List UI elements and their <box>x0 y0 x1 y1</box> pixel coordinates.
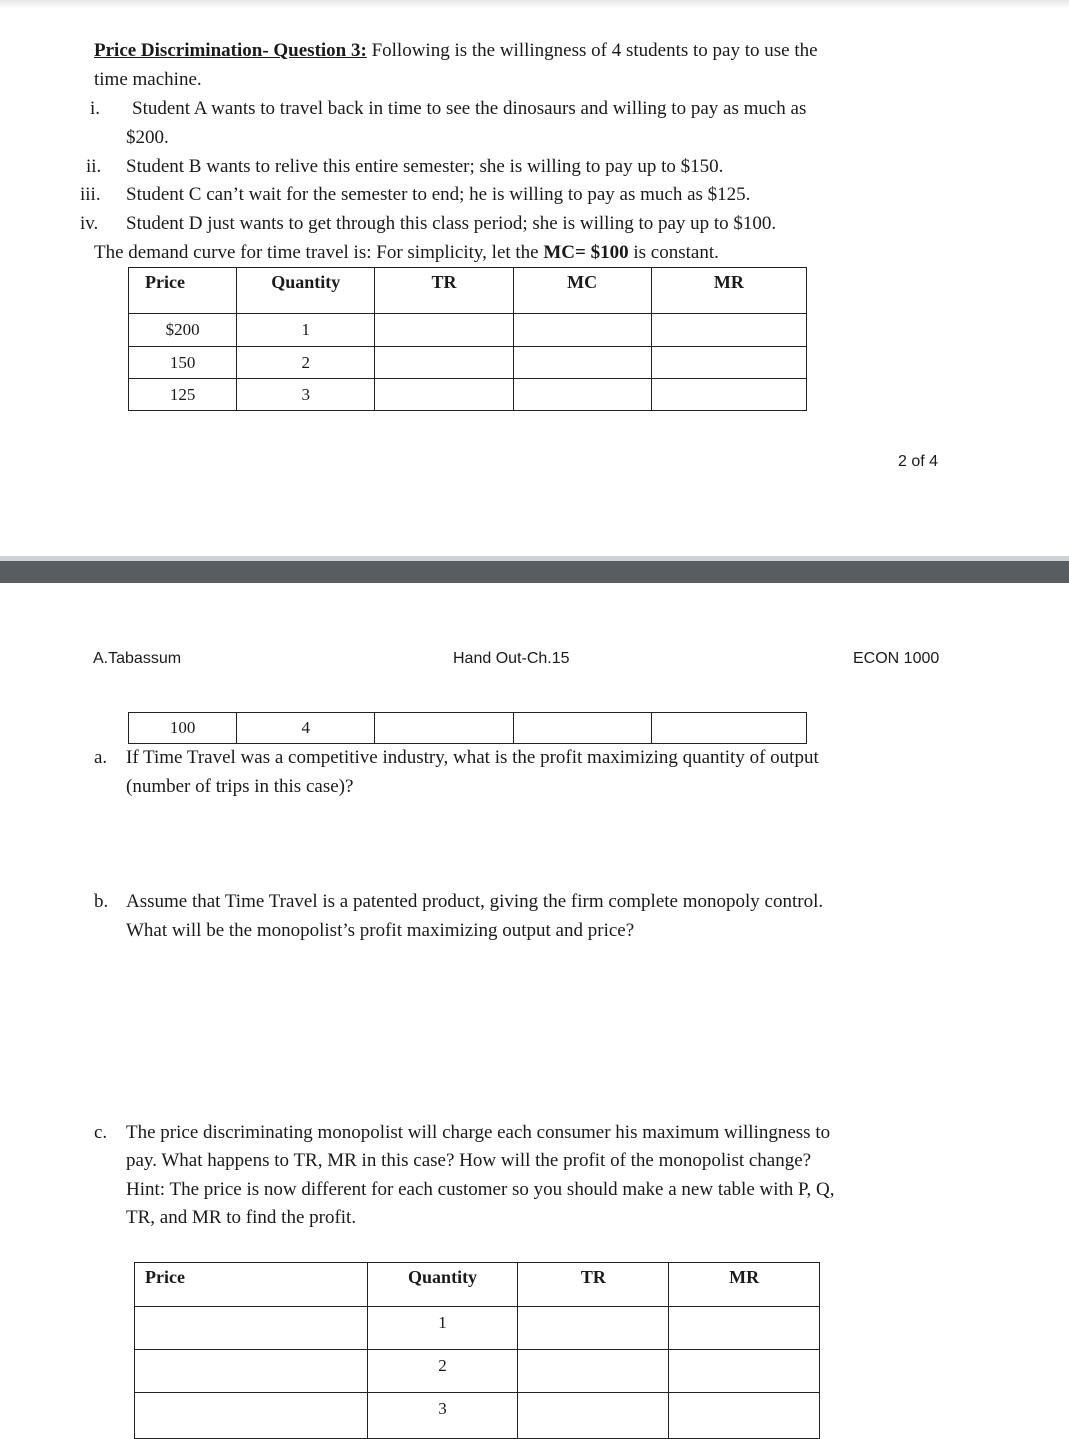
page-break-bar <box>0 561 1069 583</box>
part-a-label: a. <box>94 747 108 768</box>
cell[interactable] <box>669 1307 820 1350</box>
part-c-line3: Hint: The price is now different for each customer so you should make a new table with P, Q, <box>126 1179 835 1200</box>
item-num-1: i. <box>90 98 101 119</box>
header-author: A.Tabassum <box>93 650 182 667</box>
demand-line <box>94 240 719 266</box>
cell[interactable] <box>651 379 806 411</box>
cell[interactable] <box>651 314 806 347</box>
cell[interactable] <box>375 379 513 411</box>
cell[interactable] <box>513 314 651 347</box>
cell[interactable] <box>669 1393 820 1439</box>
top-shade <box>0 0 1069 8</box>
part-a-line1: If Time Travel was a competitive industry, what is the profit maximizing quantity of output <box>126 747 819 768</box>
cell[interactable] <box>135 1307 368 1350</box>
cell[interactable] <box>651 347 806 379</box>
table-row <box>129 713 807 744</box>
part-c-line4: TR, and MR to find the profit. <box>126 1207 357 1228</box>
demand-mc: MC= $100 <box>543 242 629 263</box>
discrimination-table <box>134 1262 820 1439</box>
col-mr: MR <box>669 1263 820 1307</box>
item-text-4: Student D just wants to get through this class period; she is willing to pay up to $100. <box>126 213 777 234</box>
cell: 150 <box>129 347 237 379</box>
part-c-label: c. <box>94 1122 108 1143</box>
cell[interactable] <box>518 1307 669 1350</box>
demand-table <box>128 267 807 411</box>
cell: 1 <box>367 1307 518 1350</box>
table-row <box>129 347 807 379</box>
header-title: Hand Out-Ch.15 <box>453 650 570 667</box>
cell[interactable] <box>518 1393 669 1439</box>
cell: 3 <box>237 379 375 411</box>
item-text-3: Student C can’t wait for the semester to end; he is willing to pay as much as $125. <box>126 184 751 205</box>
item-num-2: ii. <box>86 156 102 177</box>
cell[interactable] <box>651 713 806 744</box>
cell[interactable] <box>375 713 513 744</box>
part-c-line2: pay. What happens to TR, MR in this case? How will the profit of the monopolist change? <box>126 1150 812 1171</box>
table-header-row <box>129 268 807 314</box>
cell: 2 <box>367 1350 518 1393</box>
cell[interactable] <box>518 1350 669 1393</box>
header-course: ECON 1000 <box>853 650 940 667</box>
cell: 1 <box>237 314 375 347</box>
cell: 4 <box>237 713 375 744</box>
cell[interactable] <box>669 1350 820 1393</box>
cell[interactable] <box>513 713 651 744</box>
cell: 100 <box>129 713 237 744</box>
cell: 3 <box>367 1393 518 1439</box>
intro-text: Following is the willingness of 4 students to pay to use the <box>366 40 818 61</box>
item-num-4: iv. <box>80 213 99 234</box>
item-text-2: Student B wants to relive this entire semester; she is willing to pay up to $150. <box>126 156 724 177</box>
cell: $200 <box>129 314 237 347</box>
cell[interactable] <box>135 1350 368 1393</box>
col-quantity: Quantity <box>367 1263 518 1307</box>
item-num-3: iii. <box>80 184 101 205</box>
col-tr: TR <box>518 1263 669 1307</box>
demand-post: is constant. <box>628 242 719 263</box>
table-header-row <box>135 1263 820 1307</box>
cell[interactable] <box>375 314 513 347</box>
part-c-line1: The price discriminating monopolist will charge each consumer his maximum willingness to <box>126 1122 831 1143</box>
question-title: Price Discrimination- Question 3: <box>94 40 367 61</box>
item-text-1: Student A wants to travel back in time to see the dinosaurs and willing to pay as much as <box>132 98 807 119</box>
table-row <box>135 1307 820 1350</box>
col-tr: TR <box>375 268 513 314</box>
demand-table-continued <box>128 712 807 744</box>
table-row <box>135 1393 820 1439</box>
page-number: 2 of 4 <box>898 453 939 470</box>
part-b-line2: What will be the monopolist’s profit maximizing output and price? <box>126 920 635 941</box>
part-a-line2: (number of trips in this case)? <box>126 776 354 797</box>
table-row <box>135 1350 820 1393</box>
table-row <box>129 379 807 411</box>
intro-line-2: time machine. <box>94 69 202 90</box>
col-price: Price <box>129 268 237 314</box>
question-intro <box>94 38 818 64</box>
cell[interactable] <box>513 379 651 411</box>
col-quantity: Quantity <box>237 268 375 314</box>
cell[interactable] <box>135 1393 368 1439</box>
part-b-line1: Assume that Time Travel is a patented product, giving the firm complete monopoly control. <box>126 891 824 912</box>
cell[interactable] <box>513 347 651 379</box>
cell[interactable] <box>375 347 513 379</box>
table-row <box>129 314 807 347</box>
cell: 2 <box>237 347 375 379</box>
col-price: Price <box>135 1263 368 1307</box>
col-mr: MR <box>651 268 806 314</box>
demand-pre: The demand curve for time travel is: For simplicity, let the <box>94 242 544 263</box>
part-b-label: b. <box>94 891 109 912</box>
cell: 125 <box>129 379 237 411</box>
item-text-1b: $200. <box>126 127 169 148</box>
col-mc: MC <box>513 268 651 314</box>
